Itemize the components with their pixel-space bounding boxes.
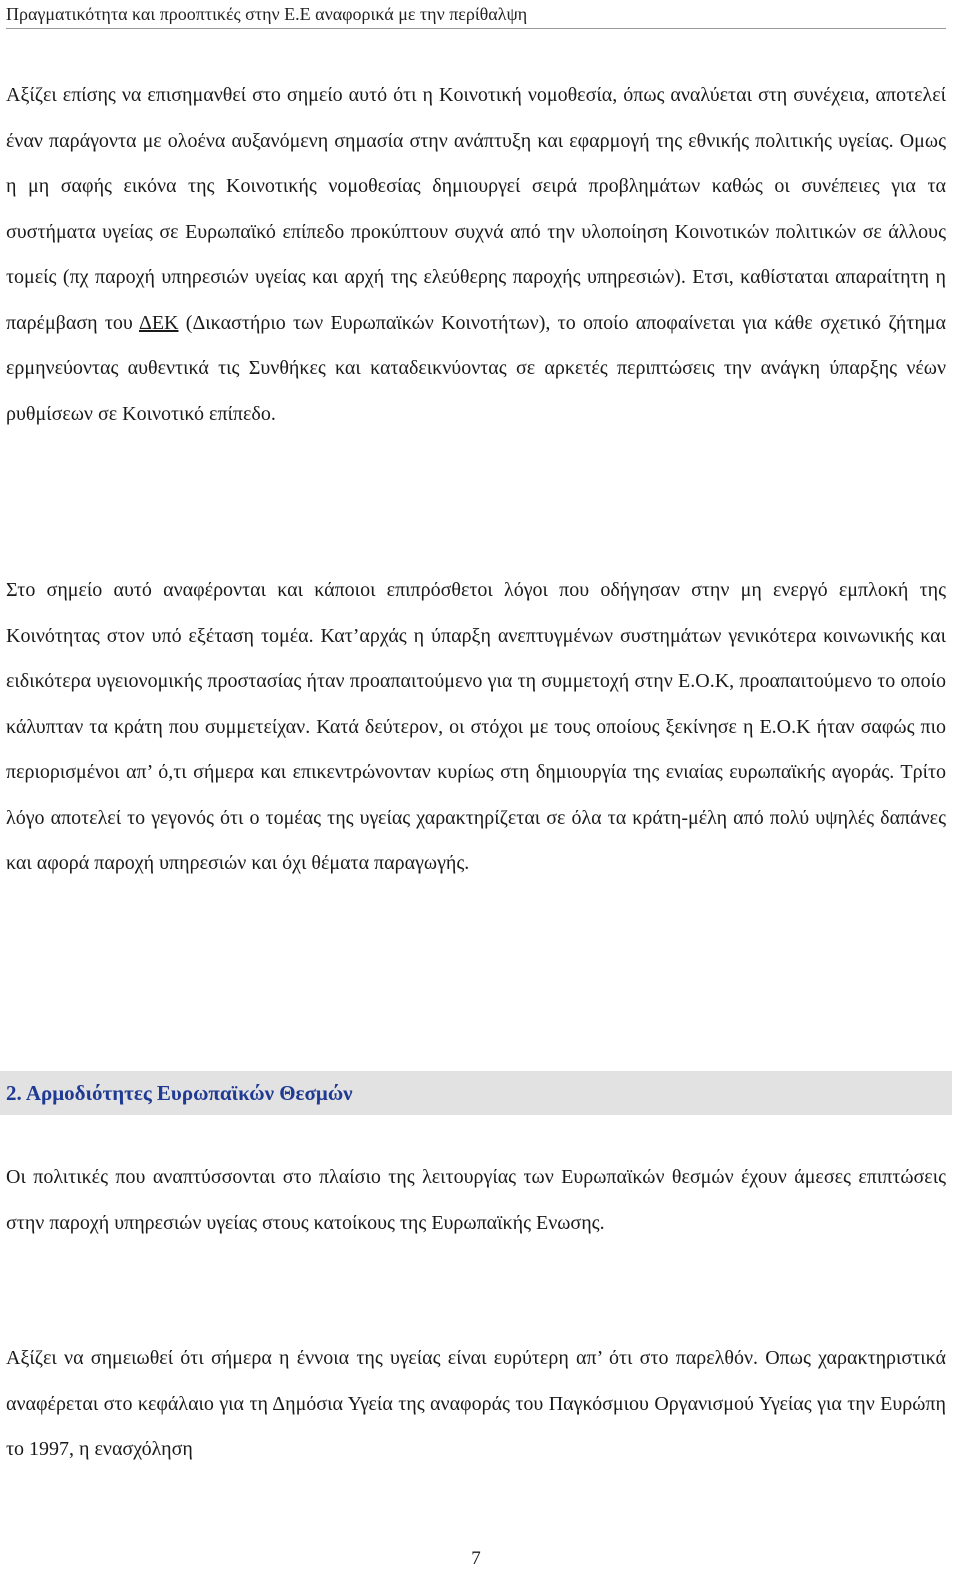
section-heading: 2. Αρμοδιότητες Ευρωπαϊκών Θεσμών [6, 1081, 353, 1105]
paragraph-text: Αξίζει επίσης να επισημανθεί στο σημείο αυτό ότι η Κοινοτική νομοθεσία, όπως αναλύεται στη συνέχεια, αποτελεί έναν παράγοντα με ολοένα αυξανόμενη σημασία στην ανάπτυξη και εφαρμογή της εθνικής πολιτικής υγείας. Ομως η μη σαφής εικόνα της Κοινοτικής νομοθεσίας δημιουργεί σειρά προβλημάτων καθώς οι συνέπειες για τα συστήματα υγείας σε Ευρωπαϊκό επίπεδο προκύπτουν συχνά από την υλοποίηση Κοινοτικών πολιτικών σε άλλους τομείς (πχ παροχή υπηρεσιών υγείας και αρχή της ελεύθερης παροχής υπηρεσιών). Ετσι, καθίσταται απαραίτητη η παρέμβαση του [6, 84, 946, 334]
ek-abbreviation: ΔΕΚ [138, 311, 179, 334]
paragraph-text: (Δικαστήριο των Ευρωπαϊκών Κοινοτήτων), το οποίο αποφαίνεται για κάθε σχετικό ζήτημα ερμηνεύοντας αυθεντικά τις Συνθήκες και καταδεικνύοντας σε αρκετές περιπτώσεις την ανάγκη ύπαρξης νέων ρυθμίσεων σε Κοινοτικό επίπεδο. [6, 311, 946, 425]
running-header: Πραγματικότητα και προοπτικές στην Ε.Ε αναφορικά με την περίθαλψη [6, 2, 946, 29]
body-paragraph: Αξίζει να σημειωθεί ότι σήμερα η έννοια της υγείας είναι ευρύτερη απ’ ότι στο παρελθόν. Οπως χαρακτηριστικά αναφέρεται στο κεφάλαιο για τη Δημόσια Υγεία της αναφοράς του Παγκόσμιου Οργανισμού Υγείας για την Ευρώπη το 1997, η ενασχόληση [6, 1347, 946, 1460]
body-paragraph [6, 73, 946, 437]
page-number: 7 [471, 1548, 481, 1569]
body-paragraph: Οι πολιτικές που αναπτύσσονται στο πλαίσιο της λειτουργίας των Ευρωπαϊκών θεσμών έχουν άμεσες επιπτώσεις στην παροχή υπηρεσιών υγείας στους κατοίκους της Ευρωπαϊκής Ενωσης. [6, 1166, 946, 1234]
section-heading-bar [0, 1071, 952, 1115]
body-paragraph: Στο σημείο αυτό αναφέρονται και κάποιοι επιπρόσθετοι λόγοι που οδήγησαν στην μη ενεργό εμπλοκή της Κοινότητας στον υπό εξέταση τομέα. Κατ’αρχάς η ύπαρξη ανεπτυγμένων συστημάτων γενικότερα κοινωνικής και ειδικότερα υγειονομικής προστασίας ήταν προαπαιτούμενο για τη συμμετοχή στην Ε.Ο.Κ, προαπαιτούμενο το οποίο κάλυπταν τα κράτη που συμμετείχαν. Κατά δεύτερον, οι στόχοι με τους οποίους ξεκίνησε η Ε.Ο.Κ ήταν σαφώς πιο περιορισμένοι απ’ ό,τι σήμερα και επικεντρώνονταν κυρίως στη δημιουργία της ενιαίας ευρωπαϊκής αγοράς. Τρίτο λόγο αποτελεί το γεγονός ότι ο τομέας της υγείας χαρακτηρίζεται σε όλα τα κράτη-μέλη από πολύ υψηλές δαπάνες και αφορά παροχή υπηρεσιών και όχι θέματα παραγωγής. [6, 579, 946, 874]
